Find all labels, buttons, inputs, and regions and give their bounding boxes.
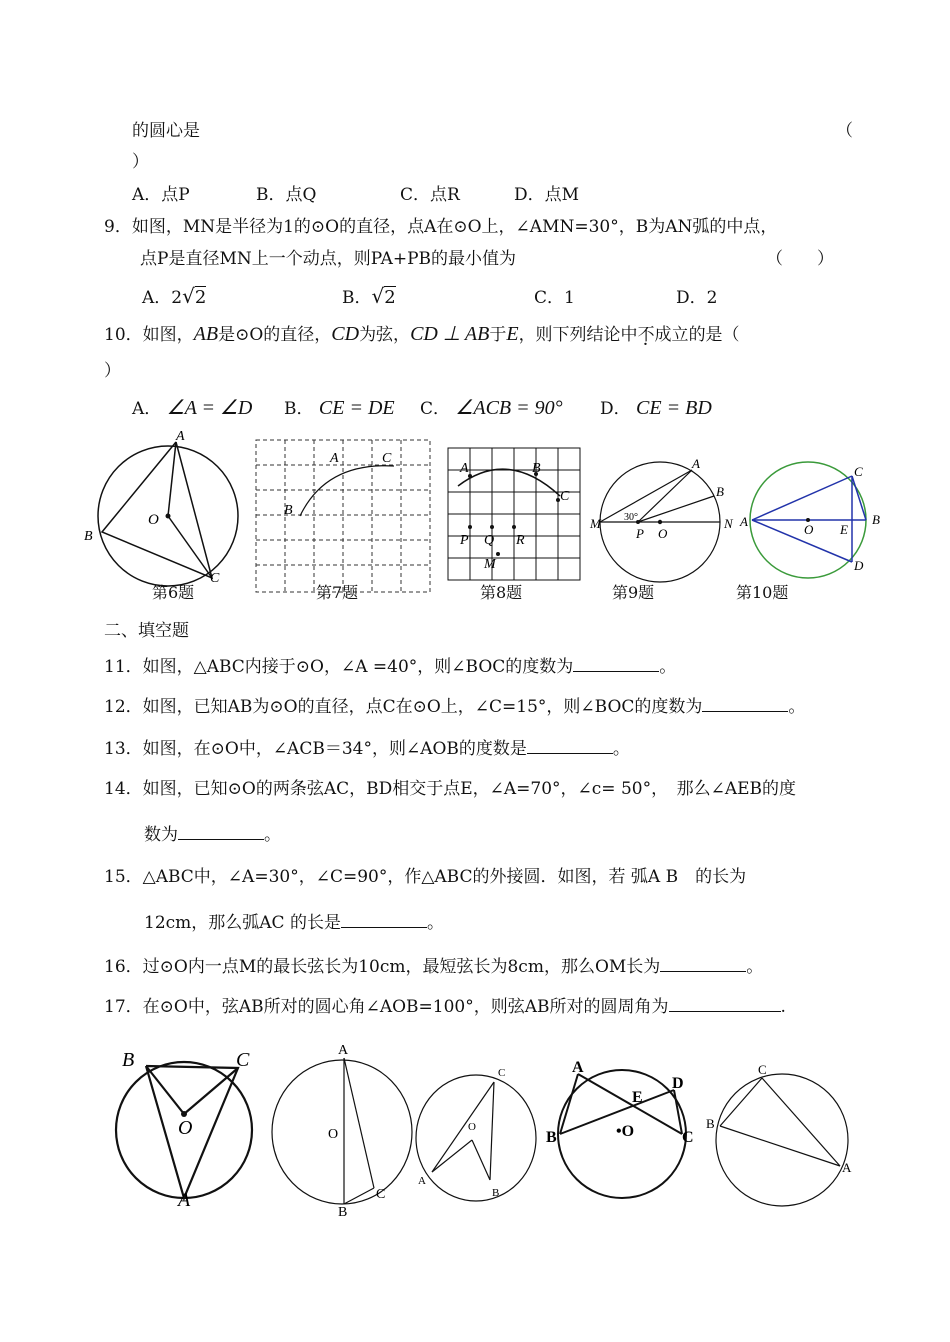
f9-label-m: M <box>590 516 601 531</box>
f9-label-o: O <box>658 526 668 541</box>
figure-7 <box>256 440 436 596</box>
q8-option-a: A．点P <box>132 185 190 205</box>
f10-label-a: A <box>740 514 748 529</box>
f8-label-r: R <box>516 533 525 548</box>
section-title: 二、填空题 <box>104 621 189 641</box>
q10-option-b: B． CE = DE <box>284 397 395 419</box>
figure-9 <box>588 456 748 584</box>
q8-option-c: C．点R <box>400 185 460 205</box>
q9-option-c: C．1 <box>534 288 575 308</box>
caption-7: 第7题 <box>316 583 359 602</box>
q12: 12．如图，已知AB为⊙O的直径，点C在⊙O上，∠C=15°，则∠BOC的度数为 。 <box>104 697 806 717</box>
g4-label-d: D <box>672 1075 684 1092</box>
g1-label-a: A <box>178 1189 191 1211</box>
figure-q13 <box>414 1062 544 1212</box>
f7-label-a: A <box>330 451 339 466</box>
caption-9: 第9题 <box>612 583 655 602</box>
g2-label-o: O <box>328 1127 339 1142</box>
figure-10 <box>740 458 890 586</box>
q9-option-b: B．√2 <box>342 284 396 308</box>
caption-8: 第8题 <box>480 583 523 602</box>
q10-option-c: C． ∠ACB = 90° <box>420 397 563 419</box>
g5-label-a: A <box>842 1160 852 1175</box>
figure-6 <box>84 428 244 588</box>
f8-label-m: M <box>484 557 496 572</box>
g3-label-a: A <box>418 1175 426 1187</box>
caption-10: 第10题 <box>736 583 789 602</box>
q13: 13．如图，在⊙O中，∠ACB＝34°，则∠AOB的度数是 。 <box>104 739 630 759</box>
q8-option-b: B．点Q <box>256 185 317 205</box>
f9-label-b: B <box>716 484 724 499</box>
f9-label-n: N <box>724 516 733 531</box>
f6-label-c: C <box>210 571 220 586</box>
g2-label-a: A <box>338 1043 349 1058</box>
g3-label-c: C <box>498 1067 506 1079</box>
f10-label-c: C <box>854 464 863 479</box>
q9-option-a: A．2√2 <box>142 284 207 308</box>
q10-close: ） <box>104 361 121 381</box>
q10-stem: 10．如图，AB是⊙O的直径，CD为弦，CD ⊥ AB于E，则下列结论中不成立的是（ <box>104 323 740 345</box>
g1-label-o: O <box>178 1117 193 1139</box>
f6-label-a: A <box>176 429 185 444</box>
g4-label-e: E <box>632 1089 643 1106</box>
g4-label-a: A <box>572 1059 584 1076</box>
f9-label-p: P <box>636 526 644 541</box>
f10-label-d: D <box>854 558 864 573</box>
f10-label-o: O <box>804 522 814 537</box>
g5-label-c: C <box>758 1062 767 1077</box>
q8-option-d: D．点M <box>514 185 580 205</box>
g1-label-c: C <box>236 1049 250 1071</box>
f7-label-b: B <box>284 503 293 518</box>
g3-label-o: O <box>468 1121 476 1133</box>
figure-q14 <box>544 1050 704 1210</box>
f10-label-b: B <box>872 512 880 527</box>
q16: 16．过⊙O内一点M的最长弦长为10cm，最短弦长为8cm，那么OM长为 。 <box>104 957 764 977</box>
q8-stem-end: 的圆心是 <box>132 121 200 141</box>
q9-line2: 点P是直径MN上一个动点，则PA+PB的最小值为 <box>140 249 517 269</box>
g4-label-c: C <box>682 1129 694 1146</box>
q11: 11．如图，△ABC内接于⊙O，∠A =40°，则∠BOC的度数为 。 <box>104 657 677 677</box>
q10-option-a: A． ∠A = ∠D <box>132 397 253 419</box>
q9-line1: 9．如图，MN是半径为1的⊙O的直径，点A在⊙O上，∠AMN=30°，B为AN弧的中点， <box>104 217 778 237</box>
g2-label-b: B <box>338 1205 348 1220</box>
f9-label-a: A <box>692 456 700 471</box>
f6-label-o: O <box>148 512 159 528</box>
f8-label-c: C <box>560 489 570 504</box>
f8-label-b: B <box>532 461 541 476</box>
q8-paren-close: ） <box>132 152 149 172</box>
g2-label-c: C <box>376 1187 386 1202</box>
g4-label-b: B <box>546 1129 557 1146</box>
f8-label-p: P <box>460 533 469 548</box>
q9-paren: （ ） <box>766 249 834 269</box>
figure-q12 <box>268 1038 418 1218</box>
q17: 17．在⊙O中，弦AB所对的圆心角∠AOB=100°，则弦AB所对的圆周角为 . <box>104 997 786 1017</box>
q10-option-d: D． CE = BD <box>600 397 712 419</box>
f8-label-a: A <box>460 461 469 476</box>
g3-label-b: B <box>492 1187 500 1199</box>
f9-label-angle: 30° <box>624 512 638 523</box>
f6-label-b: B <box>84 529 93 544</box>
caption-6: 第6题 <box>152 583 195 602</box>
g5-label-b: B <box>706 1116 715 1131</box>
f7-label-c: C <box>382 451 392 466</box>
g4-label-o: •O <box>616 1123 635 1140</box>
figure-8 <box>448 448 584 582</box>
figure-q15 <box>704 1060 854 1210</box>
g1-label-b: B <box>122 1049 135 1071</box>
q9-option-d: D．2 <box>676 288 718 308</box>
f8-label-q: Q <box>484 533 495 548</box>
q15-line1: 15．△ABC中，∠A=30°，∠C=90°，作△ABC的外接圆．如图，若 弧A B 的长为 <box>104 867 747 887</box>
q14-line2: 数为 。 <box>144 825 281 845</box>
f10-label-e: E <box>840 522 848 537</box>
q8-paren-open: （ <box>836 121 853 141</box>
figure-q11 <box>112 1046 262 1211</box>
q14-line1: 14．如图，已知⊙O的两条弦AC，BD相交于点E，∠A=70°，∠c= 50°， 那么∠AEB的度 <box>104 779 796 799</box>
q15-line2: 12cm，那么弧AC 的长是 。 <box>144 913 444 933</box>
